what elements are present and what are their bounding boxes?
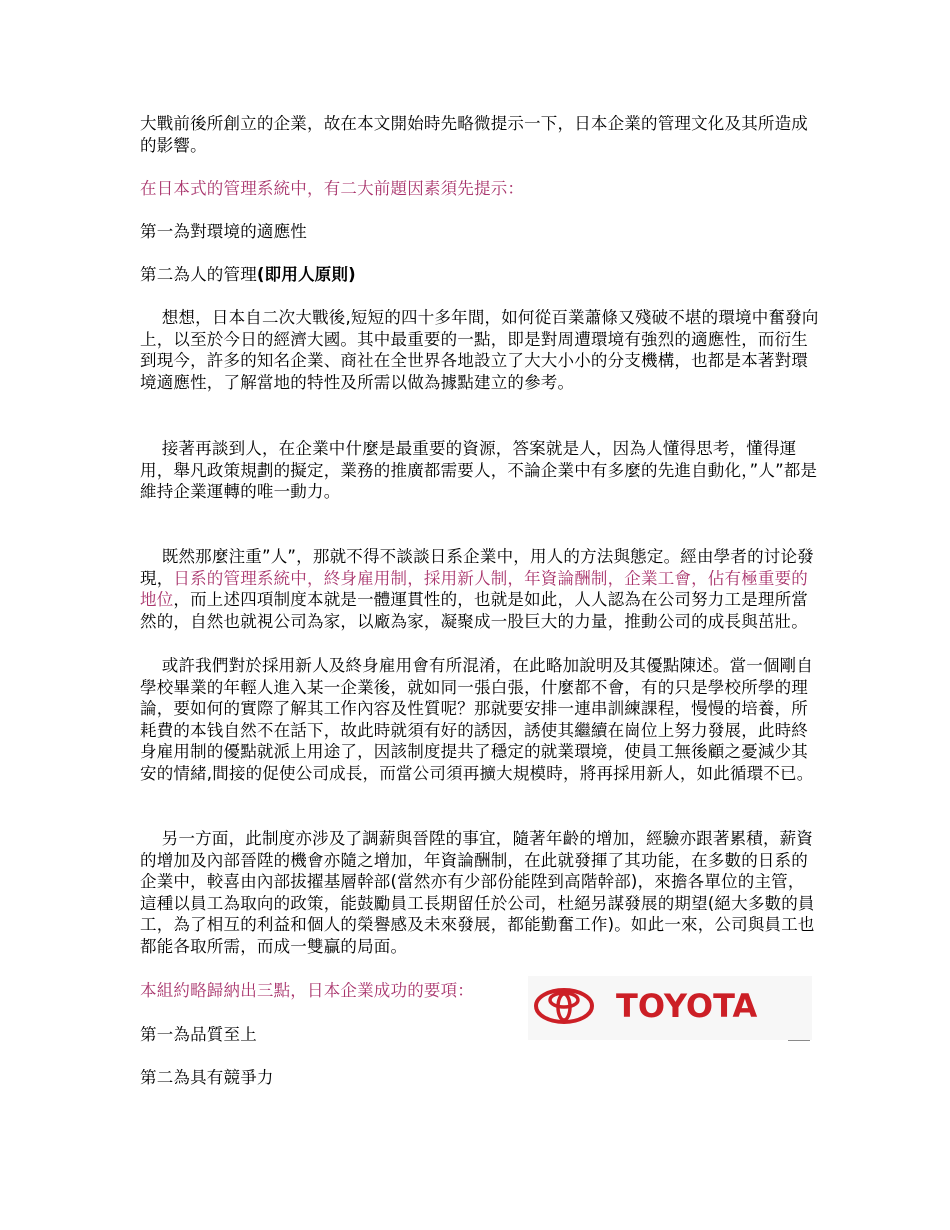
summary-heading: 本組約略歸納出三點，日本企業成功的要項： (140, 981, 474, 1000)
focus-text-pre: 既然那麼注重”人”，那就不得不談談日系企業中，用人的方法與態定。經由學者的讨论發現， (140, 547, 814, 588)
focus-paragraph (140, 546, 820, 632)
toyota-emblem-icon (528, 976, 812, 1040)
salary-paragraph: 另一方面，此制度亦涉及了調薪與晉陞的事宜，隨著年齡的增加，經驗亦跟著累積，薪資的增加及內部晉陞的機會亦隨之增加，年資論酬制，在此就發揮了其功能，在多數的日系的企業中，較喜由內部拔擢基層幹部(當然亦有少部份能陞到高階幹部)，來擔各單位的主管，這種以員工為取向的政策，能鼓勵員工長期留任於公司，杜絕另謀發展的期望(絕大多數的員工，為了相互的利益和個人的榮譽感及未來發展，都能勤奮工作)。如此一來，公司與員工也都能各取所需，而成一雙贏的局面。 (140, 829, 815, 956)
second-premise-bold: (即用人原則) (256, 265, 356, 284)
adaptability-paragraph: 想想，日本自二次大戰後,短短的四十多年間，如何從百業蕭條又殘破不堪的環境中奮發向上，以至於今日的經濟大國。其中最重要的一點，即是對周遭環境有強烈的適應性，而衍生到現今，許多的知名企業、商社在全世界各地設立了大大小小的分支機構，也都是本著對環境適應性，了解當地的特性及所需以做為據點建立的參考。 (140, 308, 819, 392)
competitive-point: 第二為具有競爭力 (140, 1068, 274, 1087)
toyota-logo (528, 976, 812, 1040)
focus-text-post: ，而上述四項制度本就是一體運貫性的，也就是如此，人人認為在公司努力工是理所當然的，自然也就視公司為家，以廠為家，凝聚成一股巨大的力量，推動公司的成長與茁壯。 (140, 590, 809, 631)
focus-highlight: 日系的管理系統中，終身雇用制，採用新人制，年資論酬制，企業工會，佔有極重要的地位 (140, 568, 809, 609)
people-paragraph: 接著再談到人，在企業中什麼是最重要的資源，答案就是人，因為人懂得思考，懂得運用，舉凡政策規劃的擬定，業務的推廣都需要人，不論企業中有多麼的先進自動化，”人”都是維持企業運轉的唯一動力。 (140, 439, 818, 501)
first-premise: 第一為對環境的適應性 (140, 222, 307, 241)
second-premise (140, 264, 820, 286)
premises-heading: 在日本式的管理系統中，有二大前題因素須先提示： (140, 179, 525, 198)
second-premise-text: 第二為人的管理 (140, 265, 257, 284)
quality-point: 第一為品質至上 (140, 1025, 257, 1044)
toyota-wordmark: TOYOTA (616, 987, 758, 1025)
intro-paragraph: 大戰前後所創立的企業，故在本文開始時先略微提示一下，日本企業的管理文化及其所造成的影響。 (140, 114, 808, 155)
newhire-paragraph: 或許我們對於採用新人及終身雇用會有所混淆，在此略加說明及其優點陳述。當一個剛自學校畢業的年輕人進入某一企業後，就如同一張白張，什麼都不會，有的只是學校所學的理論，要如何的實際了解其工作內容及性質呢？那就要安排一連串訓練課程，慢慢的培養，所耗費的本钱自然不在話下，故此時就須有好的誘因，誘使其繼續在崗位上努力發展，此時終身雇用制的優點就派上用途了，因該制度提共了穩定的就業環境，使員工無後顧之憂減少其安的情緒,間接的促使公司成長，而當公司須再擴大規模時，將再採用新人，如此循環不已。 (140, 656, 814, 783)
logo-divider (788, 1040, 810, 1041)
